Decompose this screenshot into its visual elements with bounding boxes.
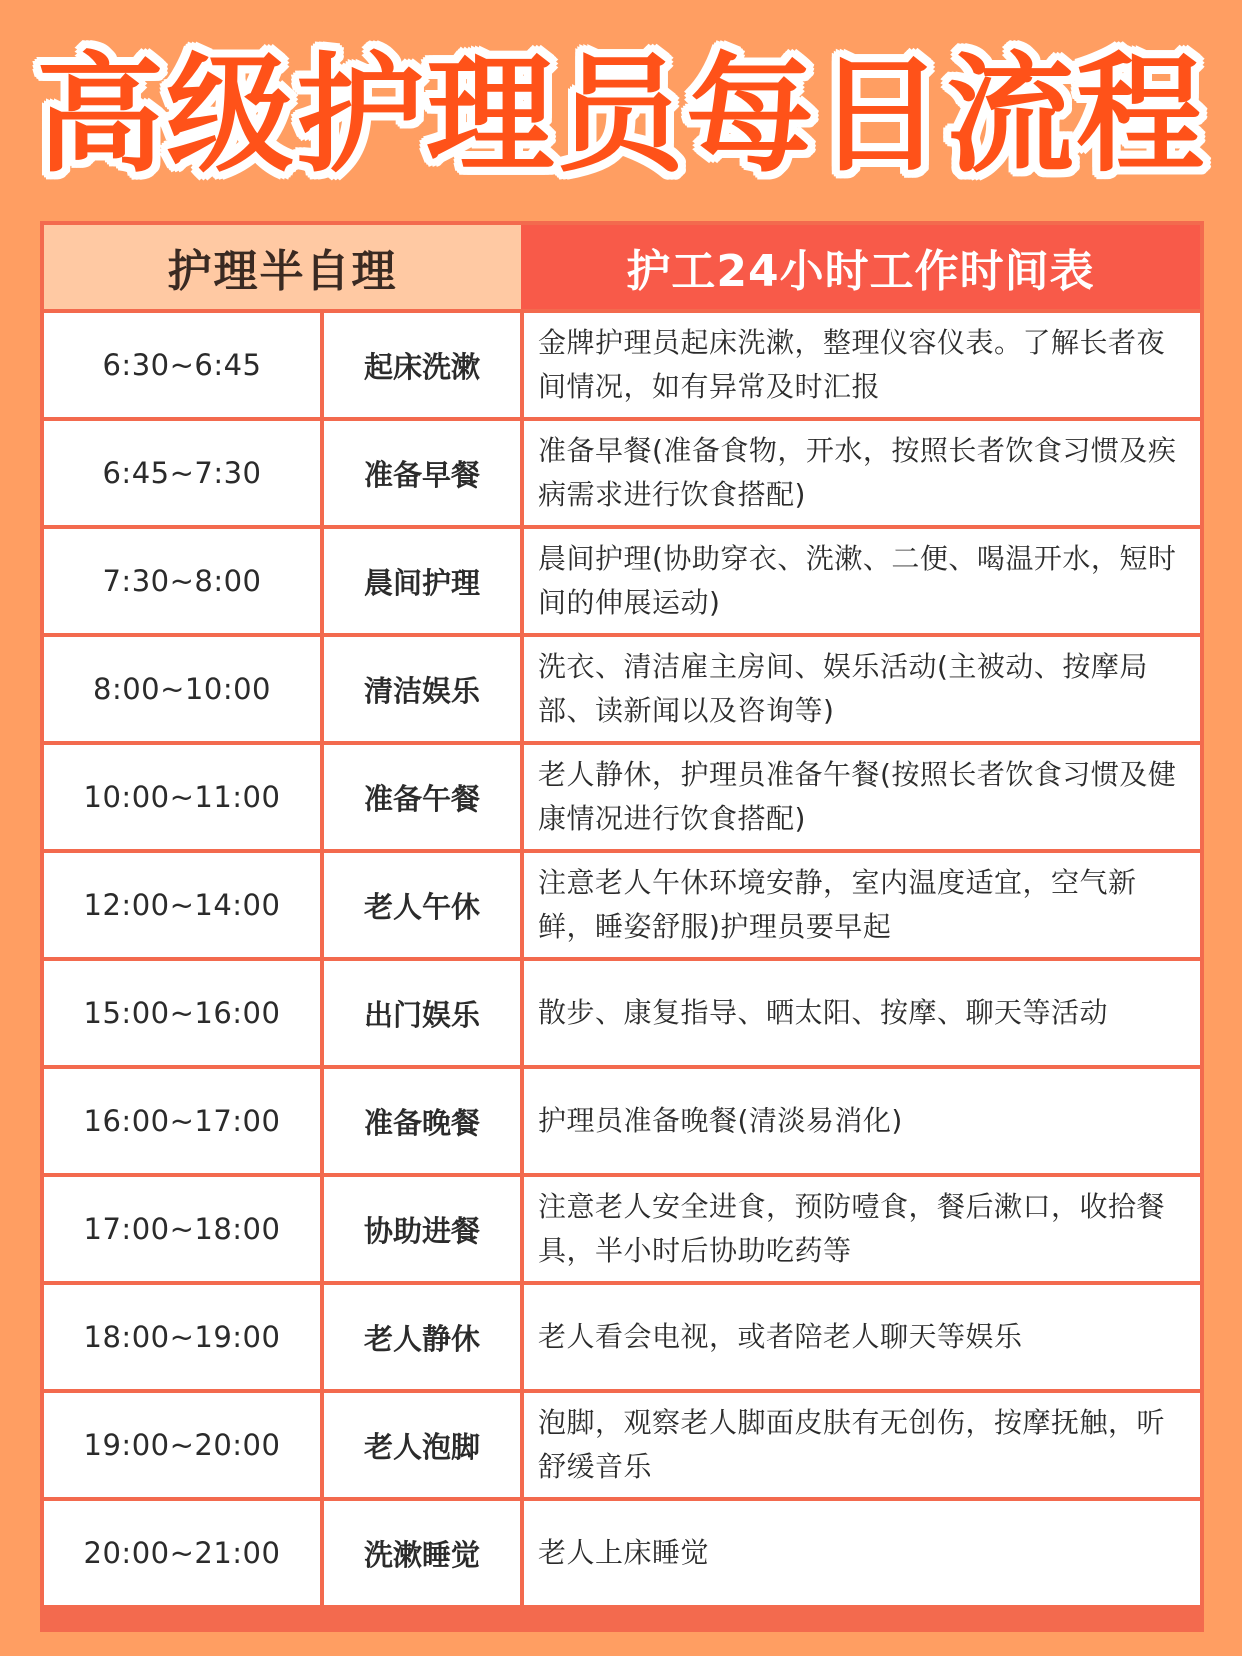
time-cell: 15:00~16:00 (44, 961, 320, 1065)
time-cell: 19:00~20:00 (44, 1393, 320, 1497)
table-row (44, 961, 1200, 1065)
task-cell: 协助进餐 (324, 1177, 520, 1281)
time-cell: 8:00~10:00 (44, 637, 320, 741)
task-cell: 准备早餐 (324, 421, 520, 525)
description-cell: 注意老人安全进食，预防噎食，餐后漱口，收拾餐具，半小时后协助吃药等 (524, 1177, 1200, 1281)
table-row (44, 421, 1200, 525)
task-cell: 晨间护理 (324, 529, 520, 633)
task-cell: 准备晚餐 (324, 1069, 520, 1173)
description-cell: 护理员准备晚餐(清淡易消化) (524, 1069, 1200, 1173)
table-row (44, 1177, 1200, 1281)
task-cell: 老人静休 (324, 1285, 520, 1389)
task-cell: 准备午餐 (324, 745, 520, 849)
task-cell: 老人午休 (324, 853, 520, 957)
table-header-left: 护理半自理 (44, 225, 521, 309)
table-row (44, 637, 1200, 741)
table-row (44, 1393, 1200, 1497)
time-cell: 16:00~17:00 (44, 1069, 320, 1173)
table-header-right: 护工24小时工作时间表 (521, 225, 1200, 309)
task-cell: 老人泡脚 (324, 1393, 520, 1497)
task-cell: 出门娱乐 (324, 961, 520, 1065)
description-cell: 晨间护理(协助穿衣、洗漱、二便、喝温开水，短时间的伸展运动) (524, 529, 1200, 633)
time-cell: 6:45~7:30 (44, 421, 320, 525)
page-title (0, 36, 1242, 196)
task-cell: 清洁娱乐 (324, 637, 520, 741)
table-row (44, 1501, 1200, 1605)
time-cell: 18:00~19:00 (44, 1285, 320, 1389)
table-row (44, 1069, 1200, 1173)
table-row (44, 745, 1200, 849)
description-cell: 注意老人午休环境安静，室内温度适宜，空气新鲜，睡姿舒服)护理员要早起 (524, 853, 1200, 957)
description-cell: 泡脚，观察老人脚面皮肤有无创伤，按摩抚触，听舒缓音乐 (524, 1393, 1200, 1497)
description-cell: 老人看会电视，或者陪老人聊天等娱乐 (524, 1285, 1200, 1389)
task-cell: 起床洗漱 (324, 313, 520, 417)
time-cell: 20:00~21:00 (44, 1501, 320, 1605)
description-cell: 散步、康复指导、晒太阳、按摩、聊天等活动 (524, 961, 1200, 1065)
description-cell: 准备早餐(准备食物，开水，按照长者饮食习惯及疾病需求进行饮食搭配) (524, 421, 1200, 525)
description-cell: 洗衣、清洁雇主房间、娱乐活动(主被动、按摩局部、读新闻以及咨询等) (524, 637, 1200, 741)
description-cell: 老人静休，护理员准备午餐(按照长者饮食习惯及健康情况进行饮食搭配) (524, 745, 1200, 849)
task-cell: 洗漱睡觉 (324, 1501, 520, 1605)
time-cell: 7:30~8:00 (44, 529, 320, 633)
time-cell: 17:00~18:00 (44, 1177, 320, 1281)
table-row (44, 529, 1200, 633)
description-cell: 金牌护理员起床洗漱，整理仪容仪表。了解长者夜间情况，如有异常及时汇报 (524, 313, 1200, 417)
table-row (44, 853, 1200, 957)
description-cell: 老人上床睡觉 (524, 1501, 1200, 1605)
table-row (44, 313, 1200, 417)
table-row (44, 1285, 1200, 1389)
time-cell: 12:00~14:00 (44, 853, 320, 957)
time-cell: 10:00~11:00 (44, 745, 320, 849)
time-cell: 6:30~6:45 (44, 313, 320, 417)
schedule-table (40, 221, 1204, 1632)
page-title-text: 高级护理员每日流程 (35, 41, 1206, 190)
